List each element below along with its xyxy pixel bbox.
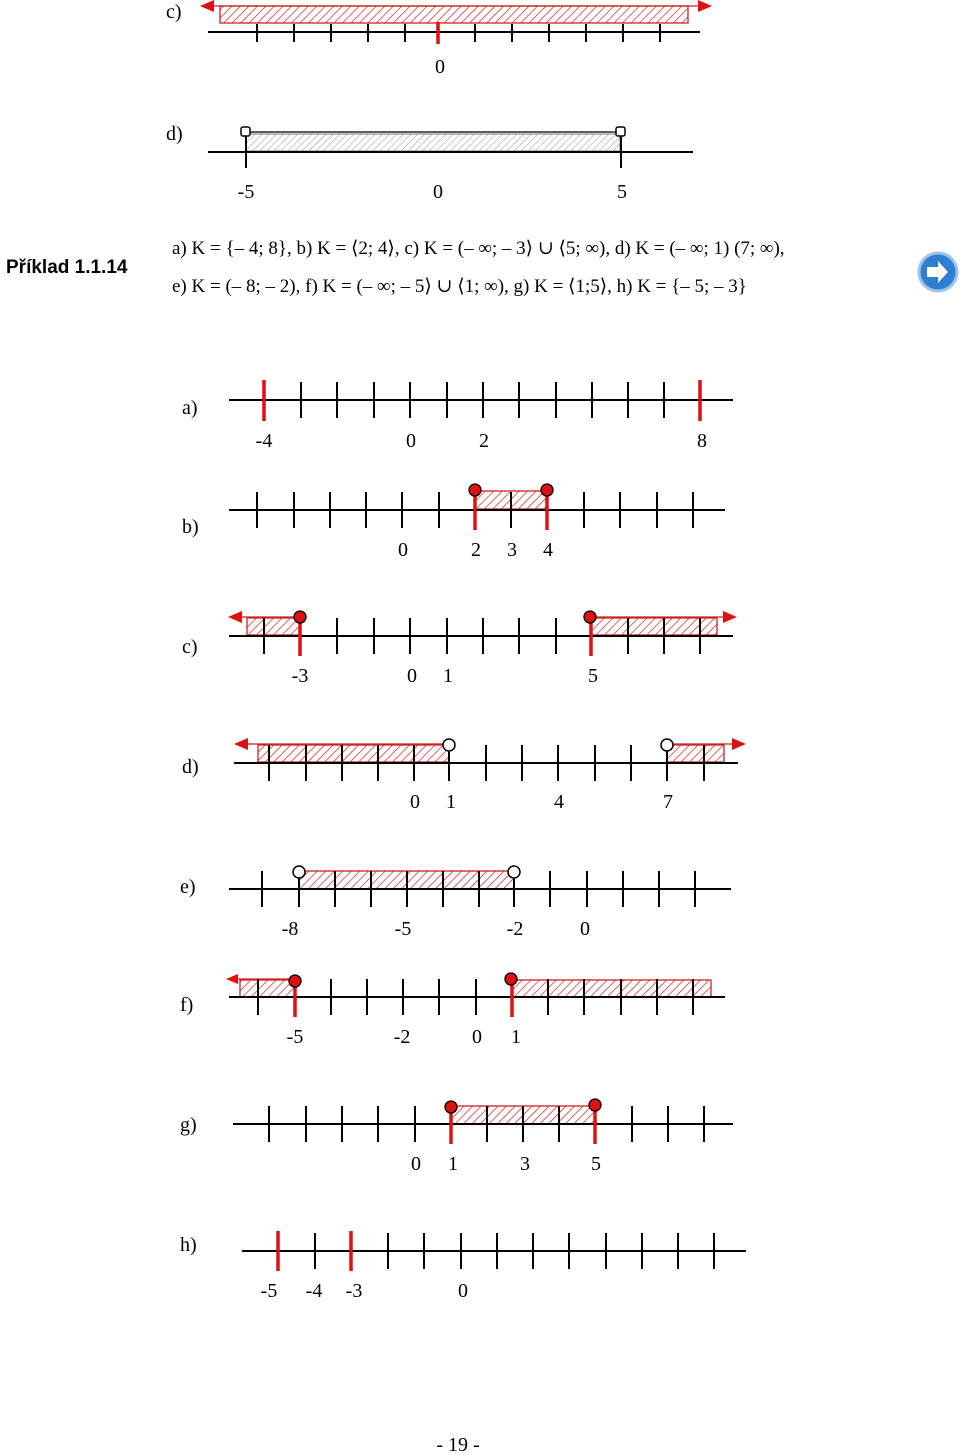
line-h-tick-4: 0	[458, 1280, 468, 1302]
number-line-c	[182, 611, 737, 687]
line-b-closed-point-right	[541, 484, 553, 496]
top-c-arrow-right	[698, 0, 712, 12]
line-g-closed-point-right	[589, 1099, 601, 1111]
line-d-tick-2: 1	[446, 791, 456, 813]
line-f-tick-4: 1	[511, 1026, 521, 1048]
number-line-d	[182, 738, 746, 813]
top-line-c	[166, 0, 712, 78]
line-f-tick-1: -5	[286, 1026, 304, 1048]
number-line-e	[180, 866, 731, 940]
line-c-label: c)	[182, 636, 198, 658]
line-c-tick-1: -3	[291, 665, 309, 687]
top-d-tick-5: 5	[617, 181, 627, 203]
line-a-tick-4: 8	[697, 430, 707, 452]
top-line-d	[166, 123, 693, 203]
line-c-tick-4: 5	[588, 665, 598, 687]
line-d-band-left	[258, 745, 449, 762]
next-arrow-icon[interactable]	[919, 253, 957, 291]
line-f-arrow-left	[226, 974, 238, 984]
line-c-arrow-left	[228, 611, 242, 623]
line-c-band-left	[247, 618, 300, 635]
line-c-band-right	[591, 618, 717, 635]
line-b-closed-point-left	[469, 484, 481, 496]
line-h-label: h)	[180, 1234, 197, 1256]
line-c-tick-2: 0	[407, 665, 417, 687]
number-line-a	[182, 380, 733, 452]
top-d-tick-0: 0	[433, 181, 443, 203]
line-a-tick-1: -4	[255, 430, 273, 452]
top-c-arrow-left	[200, 0, 214, 12]
line-d-tick-3: 4	[554, 791, 564, 813]
number-line-h	[180, 1231, 746, 1302]
answer-line-2: e) K = (– 8; – 2), f) K = (– ∞; – 5⟩ ∪ ⟨1; ∞), g) K = ⟨1;5⟩, h) K = {– 5; – 3}	[172, 276, 747, 297]
line-d-open-point-left	[443, 739, 455, 751]
line-a-tick-3: 2	[479, 430, 489, 452]
line-e-open-point-left	[293, 866, 305, 878]
line-a-tick-2: 0	[406, 430, 416, 452]
answer-line-1: a) K = {– 4; 8}, b) K = ⟨2; 4⟩, c) K = (– ∞; – 3⟩ ∪ ⟨5; ∞), d) K = (– ∞; 1) (7; ∞),	[172, 238, 785, 259]
line-g-closed-point-left	[445, 1101, 457, 1113]
top-c-tick-0: 0	[435, 56, 445, 78]
line-g-tick-1: 0	[411, 1153, 421, 1175]
line-a-label: a)	[182, 397, 198, 419]
top-line-d-label: d)	[166, 123, 183, 145]
line-b-tick-1: 0	[398, 539, 408, 561]
example-heading: Příklad 1.1.14	[6, 257, 128, 278]
line-f-closed-point-right	[505, 973, 517, 985]
line-h-tick-2: -4	[305, 1280, 323, 1302]
line-f-band-right	[512, 980, 711, 997]
line-d-open-point-right	[661, 739, 673, 751]
top-d-open-left	[241, 127, 250, 136]
line-f-closed-point-left	[289, 975, 301, 987]
number-line-b	[182, 484, 725, 561]
line-e-tick-4: 0	[580, 918, 590, 940]
top-d-open-right	[616, 127, 625, 136]
line-d-tick-4: 7	[663, 791, 673, 813]
line-d-arrow-right	[732, 738, 746, 750]
line-e-tick-1: -8	[281, 918, 299, 940]
line-b-label: b)	[182, 516, 199, 538]
line-b-tick-3: 3	[507, 539, 517, 561]
top-d-band	[246, 134, 620, 151]
line-d-band-right	[667, 745, 724, 762]
line-d-label: d)	[182, 756, 199, 778]
line-c-closed-point-right	[584, 611, 596, 623]
line-c-closed-point-left	[294, 611, 306, 623]
page-number: - 19 -	[436, 1434, 480, 1455]
line-f-band-left	[240, 980, 295, 997]
line-f-tick-3: 0	[472, 1026, 482, 1048]
line-b-tick-2: 2	[471, 539, 481, 561]
line-h-tick-3: -3	[345, 1280, 363, 1302]
line-d-arrow-left	[234, 738, 248, 750]
top-c-band	[220, 6, 688, 23]
top-d-tick-minus5: -5	[237, 181, 255, 203]
line-b-tick-4: 4	[543, 539, 553, 561]
line-f-label: f)	[180, 994, 194, 1016]
line-e-label: e)	[180, 876, 196, 898]
line-c-arrow-right	[723, 611, 737, 623]
line-e-open-point-right	[508, 866, 520, 878]
line-g-tick-3: 3	[520, 1153, 530, 1175]
line-g-tick-4: 5	[591, 1153, 601, 1175]
line-d-tick-1: 0	[410, 791, 420, 813]
line-h-tick-1: -5	[260, 1280, 278, 1302]
line-e-tick-2: -5	[394, 918, 412, 940]
number-line-f	[180, 973, 725, 1048]
top-line-c-label: c)	[166, 1, 182, 23]
line-e-tick-3: -2	[506, 918, 524, 940]
line-g-tick-2: 1	[448, 1153, 458, 1175]
line-c-tick-3: 1	[443, 665, 453, 687]
line-g-label: g)	[180, 1114, 197, 1136]
number-line-g	[180, 1099, 733, 1175]
line-f-tick-2: -2	[393, 1026, 411, 1048]
